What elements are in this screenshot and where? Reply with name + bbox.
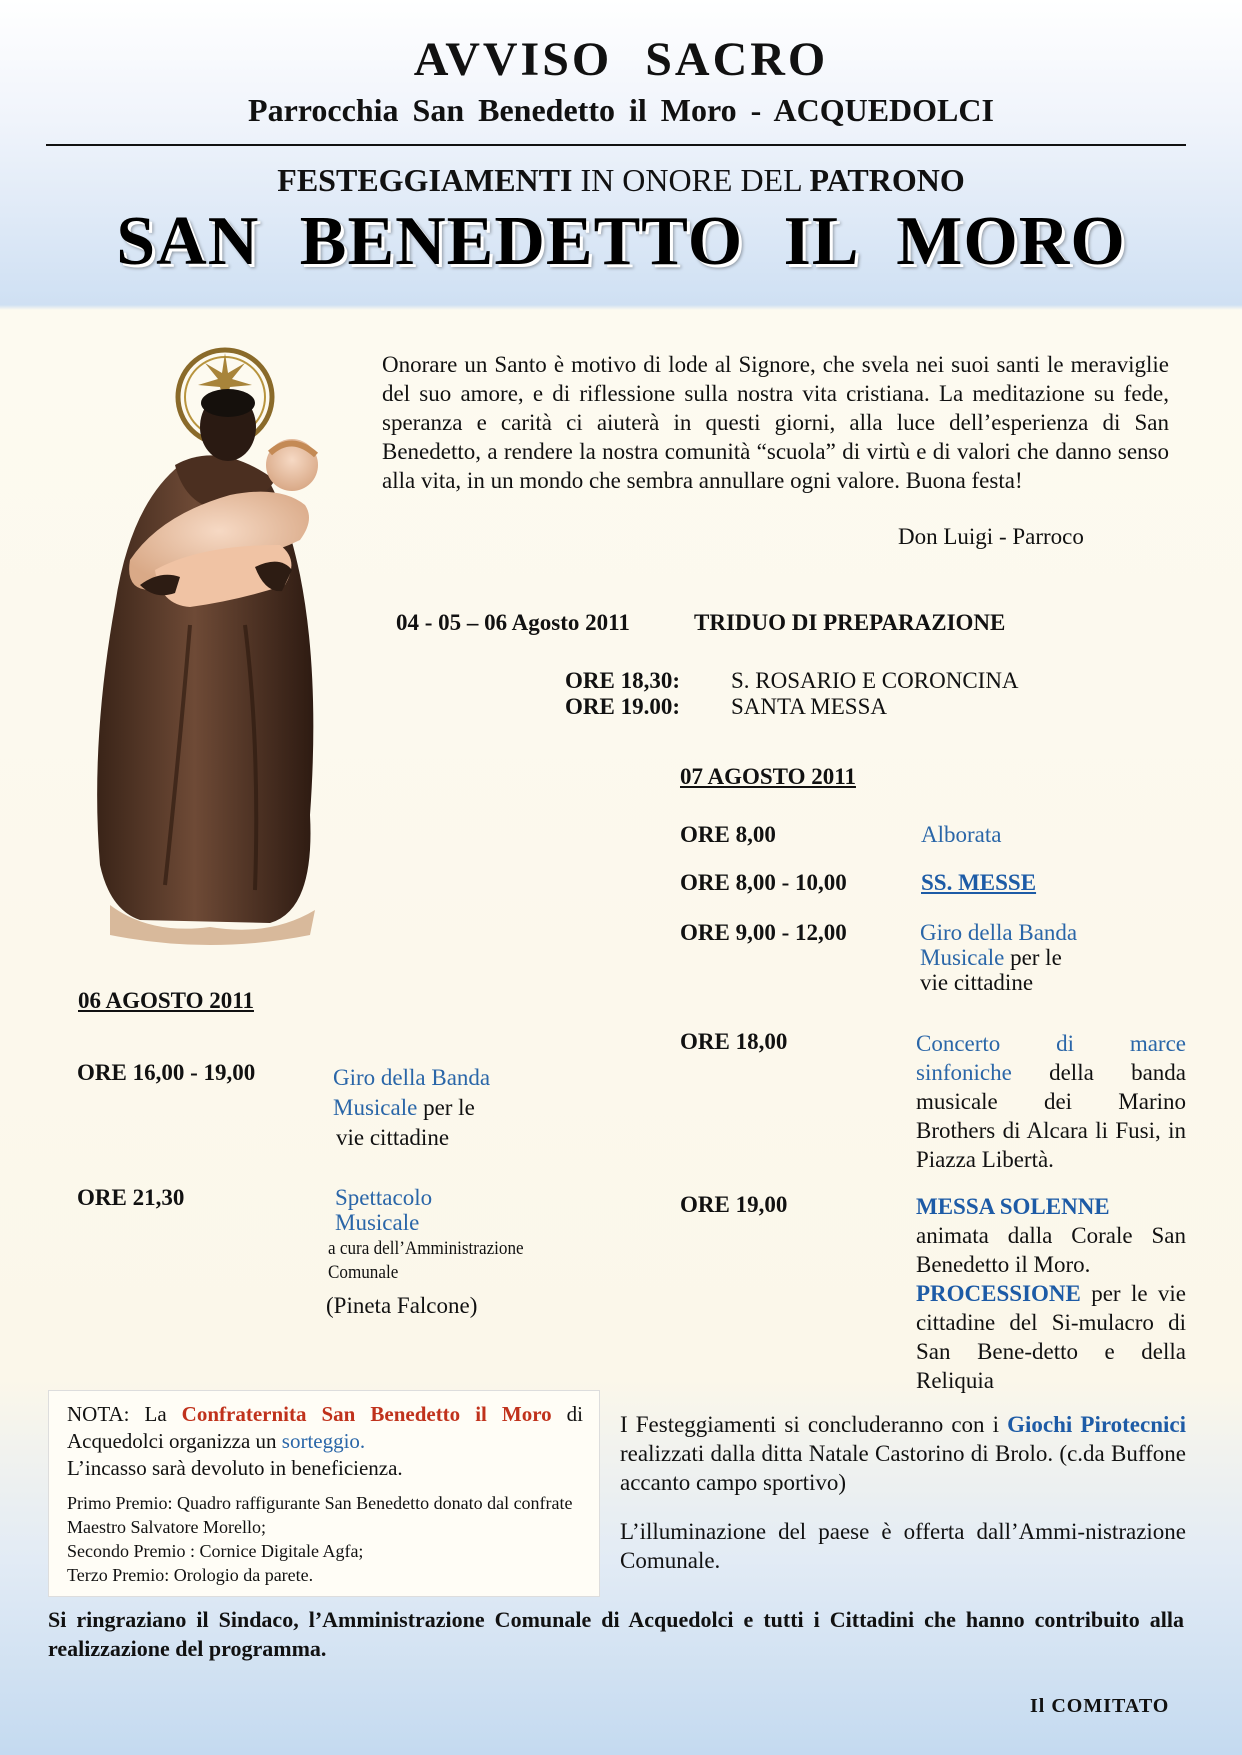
event-1-rest-1: per le (417, 1095, 475, 1120)
event-2-note-2: Comunale (328, 1262, 399, 1283)
day07-event-5 (916, 1192, 1186, 1395)
fest-word-2: IN ONORE DEL (572, 162, 810, 198)
note-middle: di Acquedolci organizza un (67, 1402, 583, 1453)
prize-3: Terzo Premio: Orologio da parete. (67, 1565, 314, 1585)
triduo-time-2: ORE 19.00: (565, 694, 680, 719)
prize-2: Secondo Premio : Cornice Digitale Agfa; (67, 1541, 364, 1561)
note-lead: NOTA: La (67, 1402, 182, 1426)
header-divider (46, 144, 1186, 146)
day07-event-3 (920, 920, 1190, 995)
event-3-rest-1: per le (1004, 945, 1062, 970)
fireworks-lead: I Festeggiamenti si concluderanno con i (620, 1412, 1008, 1437)
triduo-dates: 04 - 05 – 06 Agosto 2011 (396, 610, 630, 635)
event-5-desc: animata dalla Corale San Benedetto il Moro. (916, 1223, 1186, 1277)
day06-event-2 (328, 1185, 588, 1319)
triduo-desc-2: SANTA MESSA (731, 694, 888, 719)
event-5-procession: PROCESSIONE (916, 1281, 1081, 1306)
fireworks-paragraph (620, 1410, 1186, 1497)
event-4-blue: Concerto di marce sinfoniche (916, 1031, 1186, 1085)
event-1-blue-1: Giro della Banda (333, 1065, 491, 1090)
festivity-heading (0, 162, 1242, 199)
day06-date: 06 AGOSTO 2011 (78, 988, 254, 1013)
event-2-blue-1: Spettacolo (335, 1185, 433, 1210)
saint-statue-image (70, 345, 345, 945)
day07-time-4: ORE 18,00 (680, 1029, 788, 1054)
day06-time-2: ORE 21,30 (77, 1185, 185, 1210)
day07-event-4 (916, 1029, 1186, 1174)
fest-word-3: PATRONO (809, 162, 965, 198)
committee-signature: Il COMITATO (1030, 1695, 1170, 1717)
day07-time-2: ORE 8,00 - 10,00 (680, 870, 847, 895)
lighting-paragraph: L’illuminazione del paese è offerta dall’Ammi-nistrazione Comunale. (620, 1519, 1186, 1573)
note-raffle: sorteggio. (281, 1429, 366, 1453)
day06-event-1 (333, 1063, 573, 1153)
note-charity: L’incasso sarà devoluto in beneficienza. (67, 1456, 403, 1480)
prize-1: Primo Premio: Quadro raffigurante San Benedetto donato dal confrate Maestro Salvatore Morello; (67, 1493, 573, 1537)
poster-title: AVVISO SACRO (413, 33, 829, 86)
day06-time-1: ORE 16,00 - 19,00 (77, 1060, 256, 1085)
event-1-rest-2: vie cittadine (336, 1125, 450, 1150)
parish-subtitle: Parrocchia San Benedetto il Moro - ACQUEDOLCI (248, 92, 994, 128)
event-2-blue-2: Musicale (335, 1210, 420, 1235)
event-4-rest: della banda musicale dei Marino Brothers di Alcara li Fusi, in Piazza Libertà. (916, 1060, 1186, 1172)
fireworks-rest: realizzati dalla ditta Natale Castorino di Brolo. (c.da Buffone accanto campo sportivo) (620, 1441, 1186, 1495)
fest-word-1: FESTEGGIAMENTI (277, 162, 573, 198)
event-3-rest-2: vie cittadine (920, 970, 1034, 995)
day07-date: 07 AGOSTO 2011 (680, 764, 856, 789)
day07-time-3: ORE 9,00 - 12,00 (680, 920, 847, 945)
event-3-blue-1: Giro della Banda (920, 920, 1078, 945)
triduo-label: TRIDUO DI PREPARAZIONE (694, 610, 1006, 635)
intro-paragraph: Onorare un Santo è motivo di lode al Signore, che svela nei suoi santi le meraviglie del suo amore, e di riflessione sulla nostra vita cristiana. La meditazione su fede, speranza e carità ci aiuterà in questi giorni, alla luce dell’esperienza di San Benedetto, a rendere la nostra comunità “scuola” di virtù e di valori che danno senso alla vita, in un mondo che sembra annullare ogni valore. Buona festa! (382, 352, 1169, 493)
event-1-blue-2: Musicale (333, 1095, 418, 1120)
event-2-place: (Pineta Falcone) (326, 1293, 478, 1318)
day07-time-1: ORE 8,00 (680, 822, 776, 847)
note-confraternity: Confraternita San Benedetto il Moro (181, 1402, 552, 1426)
saint-name-title: SAN BENEDETTO IL MORO (116, 203, 1126, 280)
triduo-desc-1: S. ROSARIO E CORONCINA (731, 668, 1019, 693)
prizes-list (67, 1491, 583, 1587)
event-5-title: MESSA SOLENNE (916, 1194, 1110, 1219)
event-2-note-1: a cura dell’Amministrazione (328, 1238, 524, 1259)
day07-event-1: Alborata (921, 822, 1002, 847)
pastor-signature: Don Luigi - Parroco (898, 524, 1084, 549)
event-5-procession-desc: per le vie cittadine del Si-mulacro di San Bene-detto e della Reliquia (916, 1281, 1186, 1393)
day07-event-2: SS. MESSE (921, 870, 1037, 895)
thanks-paragraph: Si ringraziano il Sindaco, l’Amministrazione Comunale di Acquedolci e tutti i Cittadini che hanno contribuito alla realizzazione del programma. (48, 1607, 1184, 1661)
raffle-note-box (48, 1390, 600, 1597)
event-3-blue-2: Musicale (920, 945, 1005, 970)
day07-time-5: ORE 19,00 (680, 1192, 788, 1217)
raffle-note-text (67, 1401, 583, 1482)
triduo-time-1: ORE 18,30: (565, 668, 680, 693)
fireworks-highlight: Giochi Pirotecnici (1007, 1412, 1186, 1437)
